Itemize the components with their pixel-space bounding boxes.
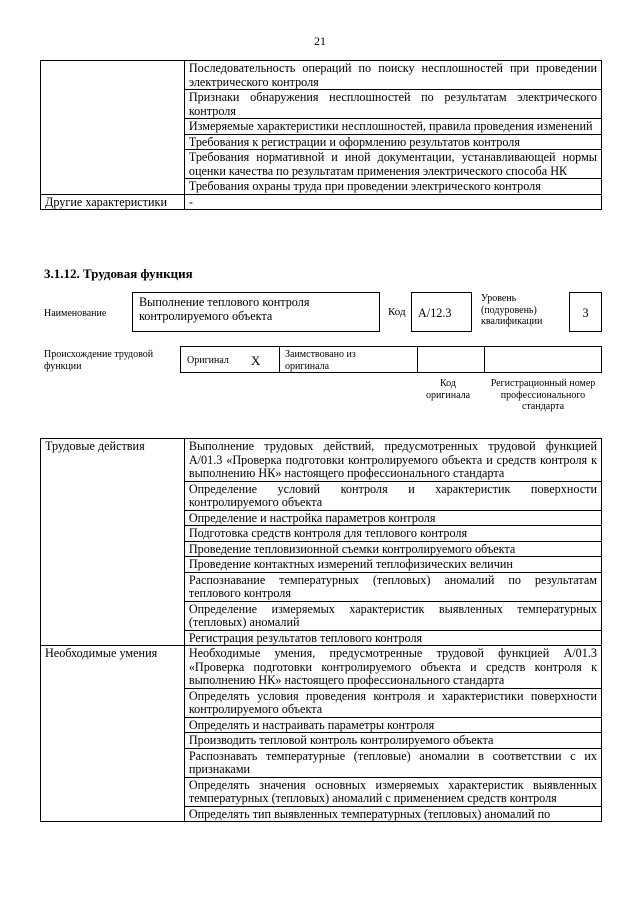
name-label: Наименование	[44, 308, 107, 319]
section-label: Трудовые действия	[41, 439, 185, 646]
origin-label: Происхождение трудовой функции	[44, 349, 154, 372]
code-value: А/12.3	[418, 306, 452, 320]
section-item: Определение условий контроля и характеристик поверхности контролируемого объекта	[184, 481, 601, 510]
requirement-item: Признаки обнаружения несплошностей по результатам электрического контроля	[184, 90, 601, 119]
origin-table	[180, 346, 602, 373]
section-item: Определять условия проведения контроля и характеристики поверхности контролируемого объекта	[184, 688, 601, 717]
divider	[417, 347, 418, 372]
requirement-item: Требования нормативной и иной документации, устанавливающей нормы оценки качества по результатам применения электрического способа НК	[184, 150, 601, 179]
section-heading: 3.1.12. Трудовая функция	[44, 266, 193, 281]
name-value-box	[132, 292, 380, 332]
section-item: Проведение тепловизионной съемки контролируемого объекта	[184, 541, 601, 557]
section-item: Определение измеряемых характеристик выявленных температурных (тепловых) аномалий	[184, 601, 601, 630]
table-row	[41, 194, 602, 210]
section-item: Определять значения основных измеряемых характеристик выявленных температурных (тепловых) аномалий с применением средств контроля	[184, 777, 601, 806]
section-item: Определение и настройка параметров контроля	[184, 510, 601, 526]
section-item: Определять тип выявленных температурных (тепловых) аномалий по	[184, 806, 601, 822]
level-value-box	[569, 292, 602, 332]
section-item: Необходимые умения, предусмотренные трудовой функцией А/01.3 «Проверка подготовки контролируемого объекта и средств контроля к выполнению НК» настоящего профессионального стандарта	[184, 646, 601, 689]
page-number: 21	[314, 34, 326, 48]
registration-number-caption: Регистрационный номер профессионального стандарта	[490, 378, 596, 412]
section-label: Необходимые умения	[41, 646, 185, 822]
section-item: Выполнение трудовых действий, предусмотренных трудовой функцией А/01.3 «Проверка подготовки контролируемого объекта и средств контроля к выполнению НК» настоящего профессионального стандарта	[184, 439, 601, 482]
section-item: Регистрация результатов теплового контроля	[184, 630, 601, 646]
table-row	[41, 439, 602, 482]
divider	[279, 347, 280, 372]
labor-function-table	[40, 438, 602, 822]
requirement-item: Требования к регистрации и оформлению результатов контроля	[184, 134, 601, 150]
section-item: Подготовка средств контроля для теплового контроля	[184, 526, 601, 542]
section-item: Распознавание температурных (тепловых) аномалий по результатам теплового контроля	[184, 572, 601, 601]
original-label: Оригинал	[187, 355, 229, 366]
level-value: 3	[582, 306, 589, 320]
original-mark: X	[251, 353, 261, 368]
code-value-box	[411, 292, 472, 332]
divider	[484, 347, 485, 372]
table-row	[41, 646, 602, 689]
name-value: Выполнение теплового контроля контролируемого объекта	[139, 295, 310, 323]
requirement-item: Последовательность операций по поиску несплошностей при проведении электрического контроля	[184, 61, 601, 90]
section-item: Распознавать температурные (тепловые) аномалии в соответствии с их признаками	[184, 748, 601, 777]
requirement-item: Требования охраны труда при проведении электрического контроля	[184, 179, 601, 195]
code-original-caption: Код оригинала	[425, 378, 471, 401]
borrowed-label: Заимствовано из оригинала	[285, 349, 356, 372]
top-characteristics-table	[40, 60, 602, 210]
empty-label-cell	[41, 61, 185, 195]
other-characteristics-label: Другие характеристики	[41, 194, 185, 210]
requirement-item: Измеряемые характеристики несплошностей, правила проведения изменений	[184, 119, 601, 135]
section-item: Производить тепловой контроль контролируемого объекта	[184, 733, 601, 749]
section-item: Проведение контактных измерений теплофизических величин	[184, 557, 601, 573]
level-label: Уровень (подуровень) квалификации	[481, 293, 543, 327]
code-label: Код	[388, 306, 406, 318]
other-characteristics-value: -	[184, 194, 601, 210]
section-item: Определять и настраивать параметры контроля	[184, 717, 601, 733]
table-row	[41, 61, 602, 90]
